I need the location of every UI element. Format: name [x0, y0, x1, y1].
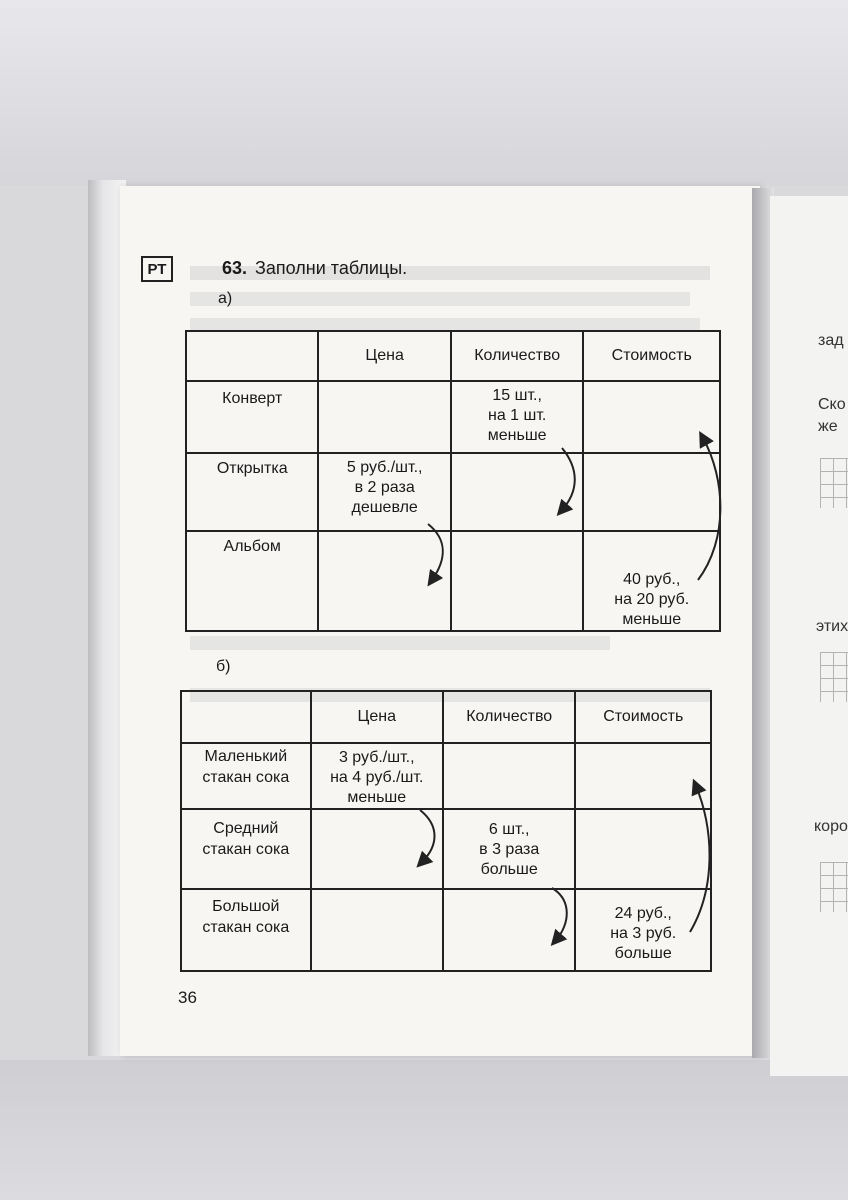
cell-line: 5 руб./шт.,: [346, 459, 423, 476]
cost-cell[interactable]: [575, 809, 711, 889]
right-page-fragment: [770, 196, 848, 1076]
table-row: [181, 889, 711, 971]
right-page-grid: [820, 862, 848, 912]
right-page-word: коро: [814, 818, 848, 835]
cell-line: 6 шт.,: [488, 821, 530, 838]
page-number: 36: [178, 988, 197, 1007]
cell-line: на 4 руб./шт.: [330, 769, 424, 786]
table-b-header-cost: Стоимость: [575, 691, 711, 743]
quantity-cell[interactable]: [443, 743, 576, 809]
part-b-label: б): [216, 658, 231, 675]
cell-line: 3 руб./шт.,: [338, 749, 415, 766]
cost-cell[interactable]: [575, 743, 711, 809]
cell-line: в 2 раза: [354, 479, 415, 496]
cell-line: больше: [614, 945, 672, 962]
bleed-through-line: [190, 636, 610, 650]
table-a-header-cost: Стоимость: [583, 331, 720, 381]
table-b-header-row: [181, 691, 711, 743]
quantity-cell[interactable]: [451, 531, 584, 631]
price-cell[interactable]: [318, 381, 450, 453]
right-page-word: же: [818, 418, 838, 435]
part-a-label: а): [218, 290, 233, 307]
item-name-line: стакан сока: [202, 769, 290, 786]
item-name-line: стакан сока: [202, 841, 290, 858]
cell-line: меньше: [347, 789, 407, 806]
table-row: [186, 453, 720, 531]
cell-line: 24 руб.,: [614, 905, 672, 922]
quantity-cell[interactable]: [451, 453, 584, 531]
price-cell[interactable]: [311, 889, 443, 971]
task-title: Заполни таблицы.: [255, 258, 408, 278]
table-b-header-price: Цена: [311, 691, 443, 743]
price-cell[interactable]: [311, 809, 443, 889]
table-row: [181, 743, 711, 809]
item-name: [181, 889, 311, 971]
item-name: Альбом: [186, 531, 318, 631]
table-row: [181, 809, 711, 889]
task-number: 63.: [222, 258, 248, 278]
item-name: Конверт: [186, 381, 318, 453]
cell-line: на 3 руб.: [610, 925, 677, 942]
scan-background-top: [0, 0, 848, 185]
table-a-header-price: Цена: [318, 331, 450, 381]
quantity-cell[interactable]: [443, 809, 576, 889]
item-name: [181, 809, 311, 889]
cell-line: 40 руб.,: [623, 571, 681, 588]
table-row: [186, 381, 720, 453]
item-name-line: стакан сока: [202, 919, 290, 936]
cell-line: на 1 шт.: [487, 407, 547, 424]
table-b-header-cell: [181, 691, 311, 743]
cost-cell[interactable]: [583, 381, 720, 453]
price-cell[interactable]: [318, 453, 450, 531]
cell-line: в 3 раза: [479, 841, 540, 858]
right-page-word: зад: [818, 332, 844, 349]
quantity-cell[interactable]: [443, 889, 576, 971]
cost-cell[interactable]: [575, 889, 711, 971]
task-heading: [222, 258, 407, 279]
table-b: [180, 690, 712, 972]
price-cell[interactable]: [318, 531, 450, 631]
bleed-through-line: [190, 292, 690, 306]
cell-line: меньше: [487, 427, 547, 444]
table-b-header-quantity: Количество: [443, 691, 576, 743]
right-page-word: этих: [816, 618, 848, 635]
price-cell[interactable]: [311, 743, 443, 809]
cell-line: больше: [480, 861, 538, 878]
item-name: [181, 743, 311, 809]
cost-cell[interactable]: [583, 531, 720, 631]
table-a-header-row: [186, 331, 720, 381]
table-row: [186, 531, 720, 631]
item-name: Открытка: [186, 453, 318, 531]
workbook-badge: РТ: [141, 256, 173, 282]
item-name-line: Маленький: [204, 748, 288, 765]
quantity-cell[interactable]: [451, 381, 584, 453]
cost-cell[interactable]: [583, 453, 720, 531]
table-a-header-cell: [186, 331, 318, 381]
right-page-grid: [820, 458, 848, 508]
right-page-word: Ско: [818, 396, 846, 413]
cell-line: меньше: [622, 611, 682, 628]
table-a: [185, 330, 721, 632]
cell-line: на 20 руб.: [614, 591, 690, 608]
item-name-line: Большой: [212, 898, 280, 915]
cell-line: 15 шт.,: [492, 387, 542, 404]
item-name-line: Средний: [213, 820, 279, 837]
table-a-header-quantity: Количество: [451, 331, 584, 381]
right-page-grid: [820, 652, 848, 702]
cell-line: дешевле: [351, 499, 418, 516]
scan-background-bottom: [0, 1060, 848, 1200]
